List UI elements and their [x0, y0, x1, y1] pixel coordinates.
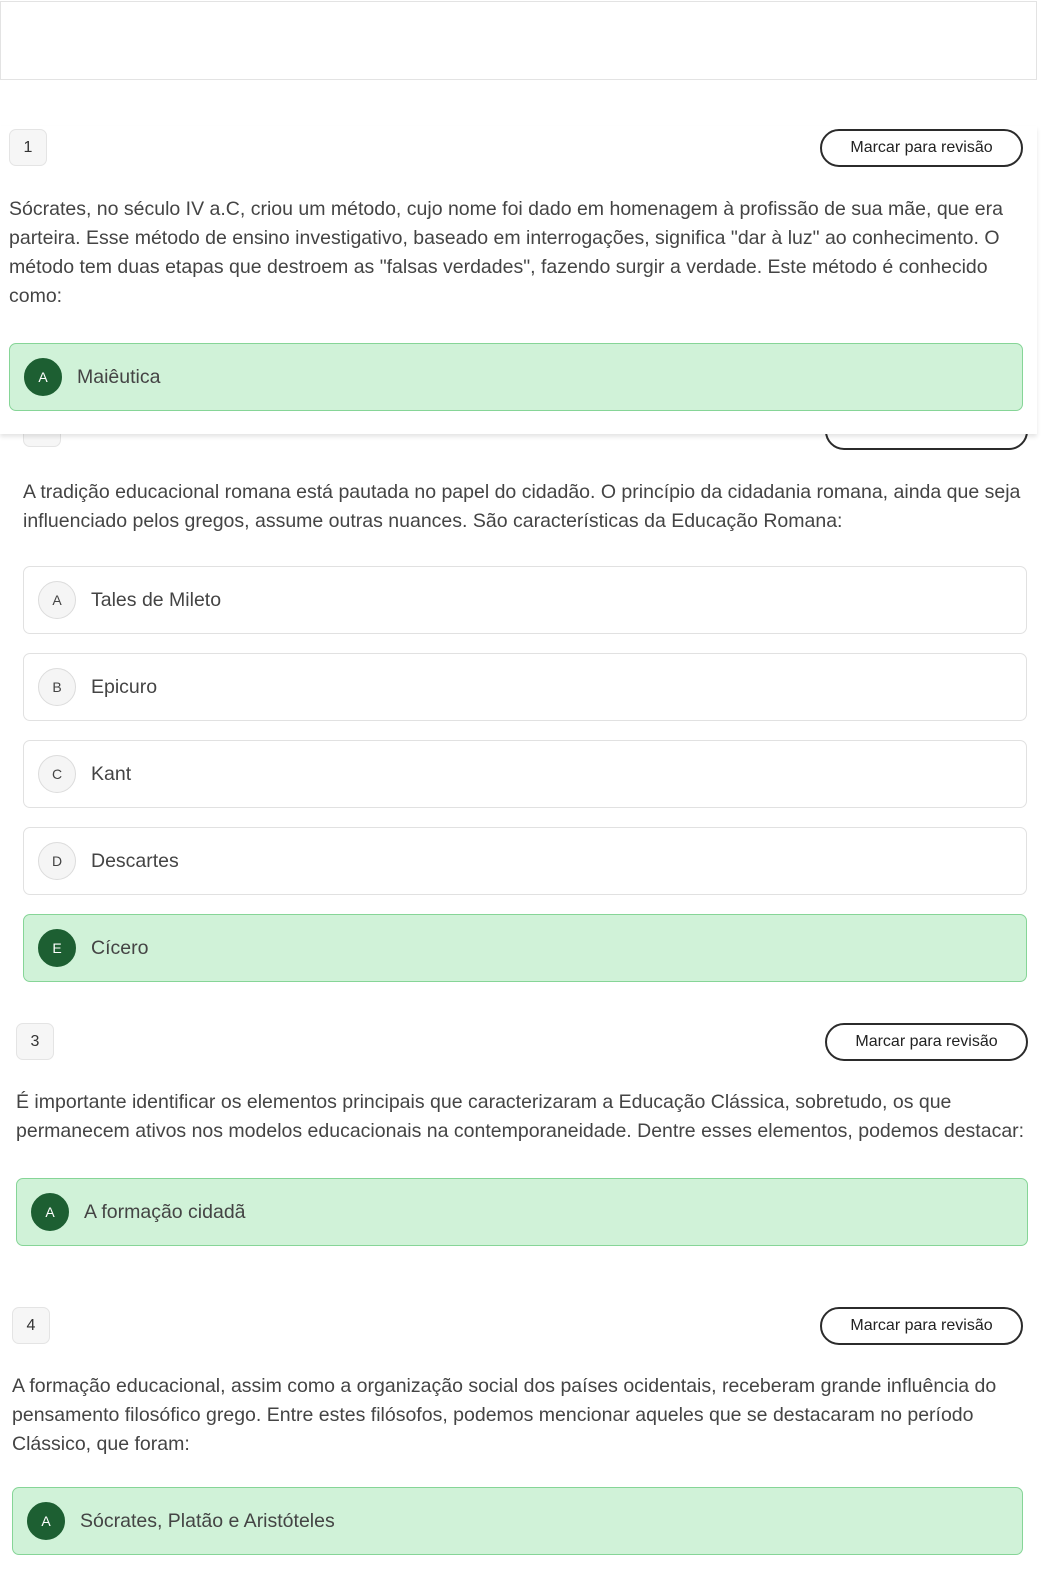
mark-for-review-button[interactable]: Marcar para revisão	[825, 1023, 1028, 1061]
option-letter: A	[27, 1502, 65, 1540]
question-text: A formação educacional, assim como a organização social dos países ocidentais, receberam grande influência do pensamento filosófico grego. Entre estes filósofos, podemos mencionar aqueles que se destacaram no período Clássico, que foram:	[12, 1375, 997, 1455]
option-text: Descartes	[91, 849, 179, 872]
option-c[interactable]	[23, 740, 1027, 808]
question-text: Sócrates, no século IV a.C, criou um método, cujo nome foi dado em homenagem à profissão de sua mãe, que era parteira. Esse método de ensino investigativo, baseado em interrogações, significa "dar à luz" ao conhecimento. O método tem duas etapas que destroem as "falsas verdades", fazendo surgir a verdade. Este método é conhecido como:	[9, 198, 1003, 307]
options-list	[12, 1487, 1023, 1555]
question-1	[9, 127, 1023, 411]
option-letter: A	[38, 581, 76, 619]
option-text: A formação cidadã	[84, 1200, 246, 1223]
options-list	[9, 343, 1023, 411]
option-text: Tales de Mileto	[91, 588, 222, 611]
option-text: Cícero	[91, 936, 149, 959]
question-header	[12, 1305, 1023, 1345]
question-text: A tradição educacional romana está pautada no papel do cidadão. O princípio da cidadania romana, ainda que seja influenciado pelos gregos, assume outras nuances. São características da Educação Romana:	[23, 481, 1021, 532]
option-a-correct[interactable]	[9, 343, 1023, 411]
options-list	[23, 566, 1027, 982]
option-letter: A	[31, 1193, 69, 1231]
option-a-correct[interactable]	[16, 1178, 1028, 1246]
option-text: Maiêutica	[77, 365, 161, 388]
option-letter: E	[38, 929, 76, 967]
question-number-badge: 3	[16, 1023, 54, 1060]
options-list	[16, 1178, 1028, 1246]
option-d[interactable]	[23, 827, 1027, 895]
mark-for-review-button[interactable]: Marcar para revisão	[820, 129, 1023, 167]
option-b[interactable]	[23, 653, 1027, 721]
option-text: Kant	[91, 762, 132, 785]
option-a-correct[interactable]	[12, 1487, 1023, 1555]
mark-for-review-button[interactable]: Marcar para revisão	[820, 1307, 1023, 1345]
option-text: Epicuro	[91, 675, 158, 698]
question-text: É importante identificar os elementos principais que caracterizaram a Educação Clássica, sobretudo, os que permanecem ativos nos modelos educacionais na contemporaneidade. Dentre esses elementos, podemos destacar:	[16, 1091, 1025, 1142]
question-header	[9, 127, 1023, 167]
question-3	[16, 1021, 1028, 1246]
question-4	[12, 1305, 1023, 1555]
option-a[interactable]	[23, 566, 1027, 634]
option-e-correct[interactable]	[23, 914, 1027, 982]
option-letter: C	[38, 755, 76, 793]
option-letter: D	[38, 842, 76, 880]
header-panel	[0, 1, 1037, 80]
option-letter: B	[38, 668, 76, 706]
question-number-badge: 4	[12, 1307, 50, 1344]
question-2	[23, 478, 1027, 1001]
option-letter: A	[24, 358, 62, 396]
option-text: Sócrates, Platão e Aristóteles	[80, 1509, 335, 1532]
question-number-badge: 1	[9, 129, 47, 166]
question-header	[16, 1021, 1028, 1061]
